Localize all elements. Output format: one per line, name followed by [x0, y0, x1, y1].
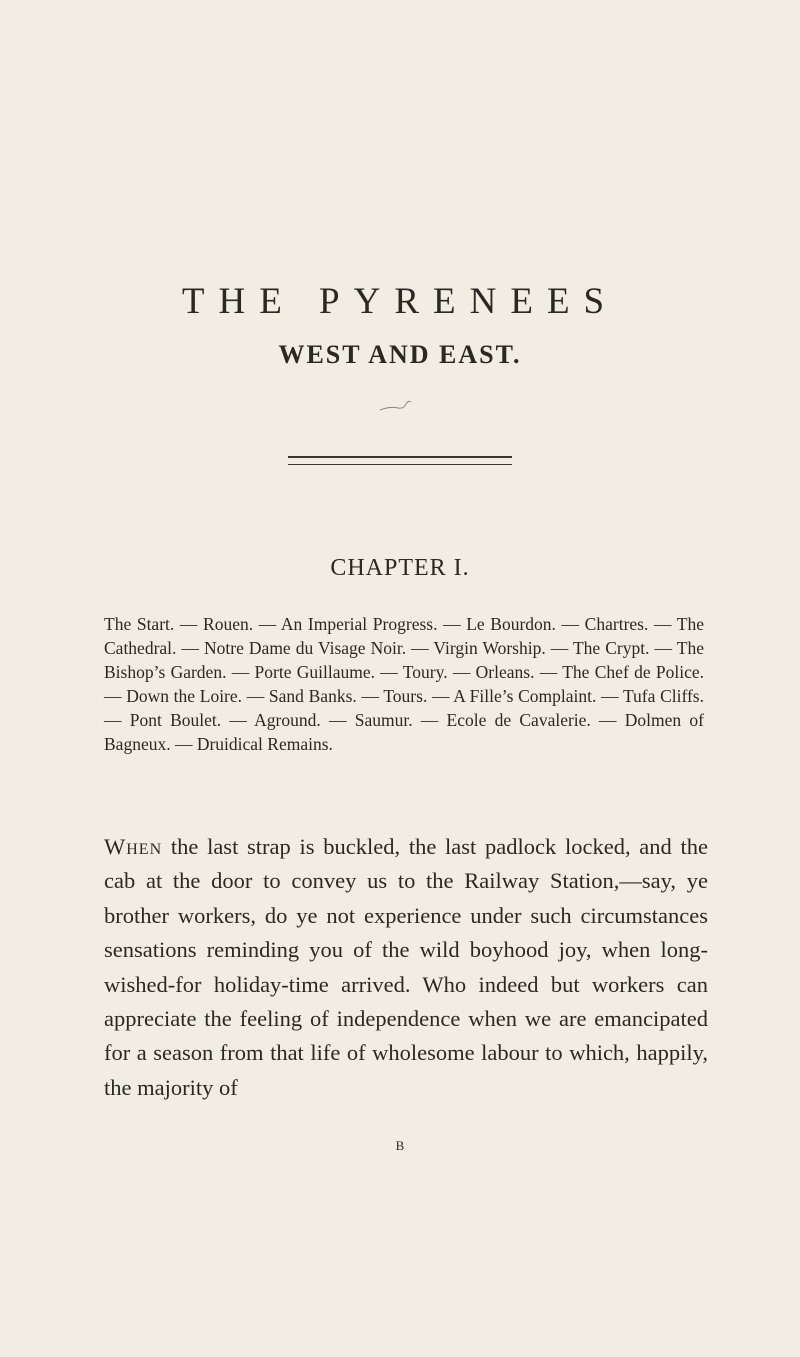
- body-paragraph: [104, 830, 708, 1105]
- ornament-flourish-icon: [280, 390, 520, 420]
- signature-mark: B: [395, 1138, 405, 1153]
- double-rule-top: [288, 456, 512, 458]
- book-title: THE PYRENEES: [181, 281, 619, 322]
- book-subtitle: WEST AND EAST.: [278, 340, 522, 369]
- opening-word: When: [104, 834, 163, 859]
- chapter-heading: CHAPTER I.: [330, 555, 470, 581]
- double-rule-bottom: [288, 464, 512, 465]
- body-text: the last strap is buckled, the last padlock locked, and the cab at the door to convey us to the Railway Station,—say, ye brother workers, do ye not experience under such circumstances sensations reminding you of the wild boyhood joy, when long-wished-for holiday-time arrived. Who indeed but workers can appreciate the feeling of independence when we are emancipated for a season from that life of wholesome labour to which, happily, the majority of: [104, 834, 708, 1100]
- chapter-summary: The Start. — Rouen. — An Imperial Progress. — Le Bourdon. — Chartres. — The Cathedral. — Notre Dame du Visage Noir. — Virgin Worship. — The Crypt. — The Bishop’s Garden. — Porte Guillaume. — Toury. — Orleans. — The Chef de Police. — Down the Loire. — Sand Banks. — Tours. — A Fille’s Complaint. — Tufa Cliffs. — Pont Boulet. — Aground. — Saumur. — Ecole de Cavalerie. — Dolmen of Bagneux. — Druidical Remains.: [104, 614, 704, 754]
